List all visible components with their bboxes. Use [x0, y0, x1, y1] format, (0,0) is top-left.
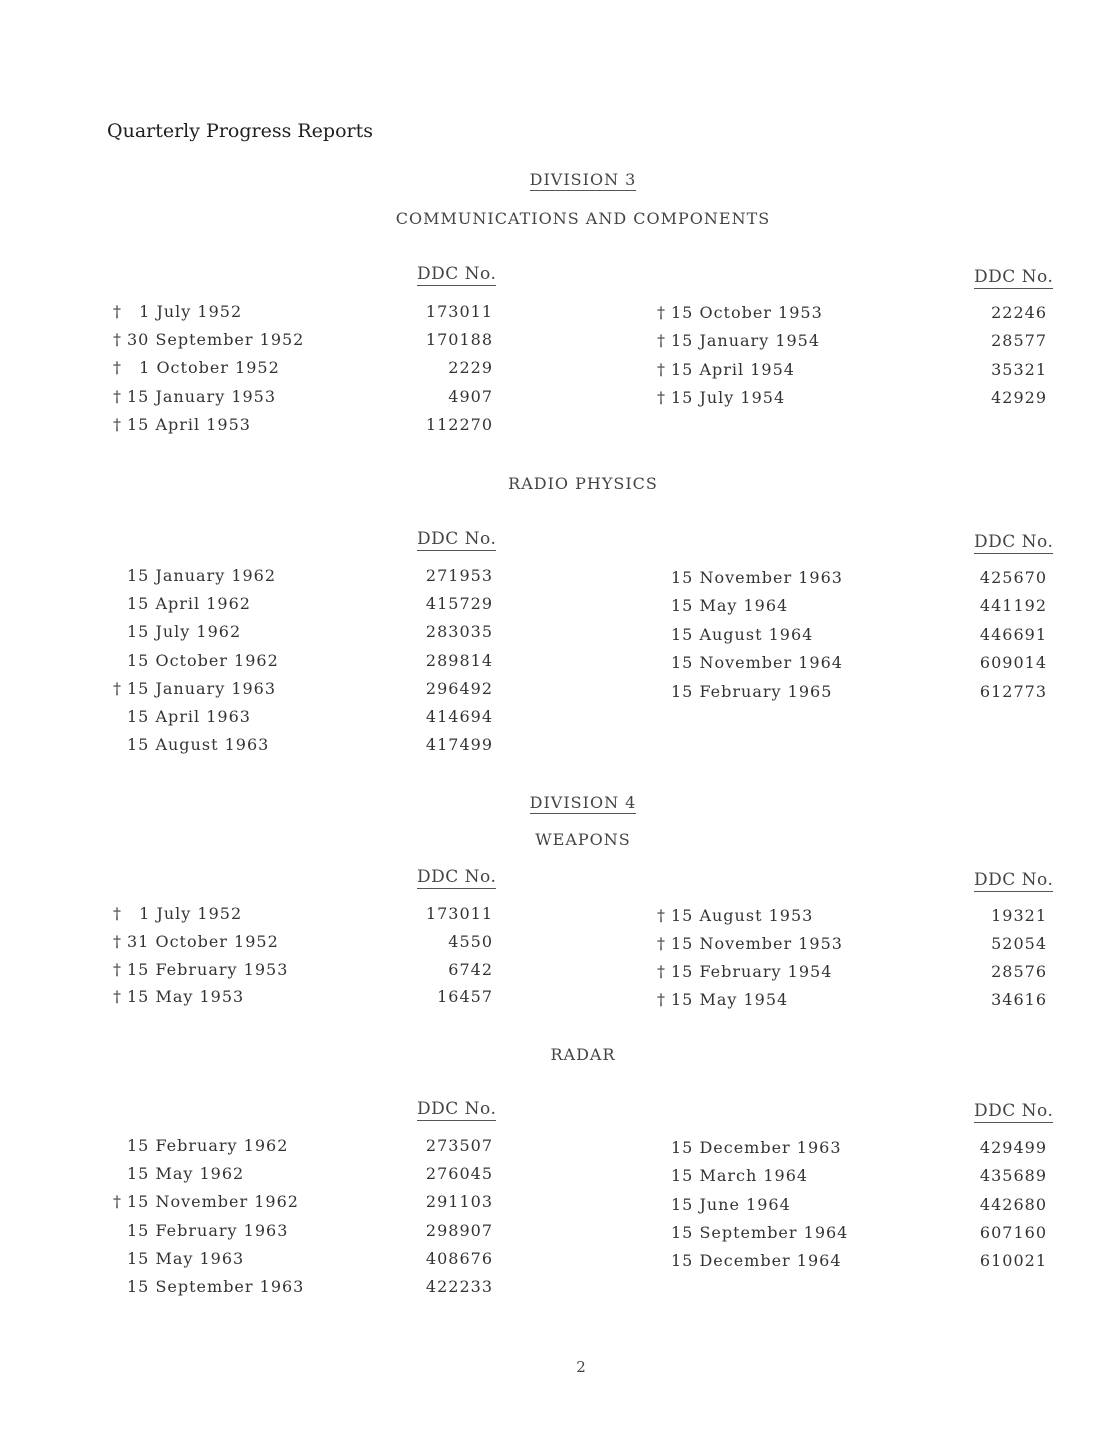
report-row — [657, 906, 1057, 928]
report-row — [657, 962, 1057, 984]
ddc-number: 19321 — [991, 906, 1047, 925]
report-row — [657, 653, 1057, 675]
dagger-mark: † — [113, 330, 122, 350]
report-date: 15 September 1963 — [127, 1277, 305, 1296]
division-4-heading-text: DIVISION 4 — [529, 793, 637, 812]
ddc-number: 610021 — [979, 1251, 1047, 1271]
ddc-number: 16457 — [437, 987, 493, 1007]
division-4-heading — [0, 793, 1099, 812]
report-row — [113, 566, 513, 588]
report-date: 15 January 1953 — [127, 386, 277, 406]
report-row — [113, 960, 513, 982]
report-date: 15 August 1964 — [671, 624, 814, 644]
ddc-column-header: DDC No. — [417, 1099, 497, 1119]
division-3-subheading: COMMUNICATIONS AND COMPONENTS — [395, 209, 771, 228]
dagger-mark: † — [657, 934, 666, 953]
report-row — [657, 1251, 1057, 1273]
report-row — [113, 735, 513, 757]
report-row — [657, 934, 1057, 956]
report-date: 15 February 1965 — [671, 681, 833, 701]
dagger-mark: † — [113, 358, 122, 378]
ddc-number: 609014 — [979, 653, 1047, 673]
ddc-number: 414694 — [425, 707, 493, 726]
ddc-number: 429499 — [979, 1138, 1047, 1157]
report-date: 15 January 1962 — [127, 566, 277, 585]
report-date: 1 July 1952 — [127, 302, 243, 321]
report-row — [657, 568, 1057, 590]
ddc-column-header: DDC No. — [417, 529, 497, 549]
ddc-number: 271953 — [425, 566, 493, 585]
dagger-mark: † — [113, 904, 122, 923]
ddc-number: 291103 — [425, 1192, 493, 1212]
ddc-number: 112270 — [425, 414, 493, 434]
dagger-mark: † — [657, 906, 666, 925]
ddc-number: 2229 — [448, 358, 493, 378]
report-row — [113, 651, 513, 673]
report-row — [113, 707, 513, 729]
ddc-column-header: DDC No. — [974, 532, 1054, 552]
report-row — [113, 415, 513, 437]
dagger-mark: † — [657, 359, 666, 379]
radio-physics-heading: RADIO PHYSICS — [508, 474, 658, 493]
radar-heading: RADAR — [550, 1045, 616, 1064]
report-row — [657, 1223, 1057, 1245]
report-row — [657, 360, 1057, 382]
ddc-number: 435689 — [979, 1166, 1047, 1186]
ddc-number: 34616 — [991, 990, 1047, 1009]
report-date: 15 January 1954 — [671, 331, 821, 351]
report-row — [657, 1138, 1057, 1160]
report-row — [113, 679, 513, 701]
report-date: 15 May 1962 — [127, 1164, 245, 1184]
report-row — [113, 1164, 513, 1186]
ddc-number: 442680 — [979, 1194, 1047, 1214]
ddc-number: 296492 — [425, 678, 493, 698]
report-row — [113, 358, 513, 380]
page-title: Quarterly Progress Reports — [107, 120, 373, 142]
dagger-mark: † — [113, 302, 122, 321]
report-date: 15 June 1964 — [671, 1194, 791, 1214]
dagger-mark: † — [657, 303, 666, 322]
dagger-mark: † — [657, 388, 666, 408]
ddc-number: 612773 — [979, 681, 1047, 701]
report-date: 15 February 1963 — [127, 1220, 289, 1240]
report-row — [657, 990, 1057, 1012]
page-number: 2 — [576, 1358, 586, 1376]
ddc-number: 283035 — [425, 622, 493, 642]
ddc-number: 4550 — [448, 931, 493, 951]
report-date: 15 December 1963 — [671, 1138, 842, 1157]
ddc-number: 417499 — [425, 735, 493, 755]
report-row — [113, 1192, 513, 1214]
report-date: 15 March 1964 — [671, 1166, 809, 1186]
ddc-number: 422233 — [425, 1277, 493, 1296]
ddc-column-header: DDC No. — [974, 1101, 1054, 1121]
ddc-number: 276045 — [425, 1164, 493, 1184]
ddc-number: 441192 — [979, 596, 1047, 616]
ddc-column-header: DDC No. — [974, 267, 1054, 287]
report-date: 15 August 1963 — [127, 735, 270, 755]
ddc-number: 173011 — [425, 904, 493, 923]
dagger-mark: † — [657, 962, 666, 981]
report-date: 15 November 1953 — [671, 934, 843, 953]
report-row — [113, 932, 513, 954]
report-date: 15 December 1964 — [671, 1251, 842, 1271]
ddc-number: 35321 — [991, 359, 1047, 379]
report-row — [113, 1277, 513, 1299]
ddc-column-header: DDC No. — [974, 870, 1054, 890]
report-row — [657, 331, 1057, 353]
report-date: 15 April 1953 — [127, 414, 251, 434]
ddc-number: 22246 — [991, 303, 1047, 322]
report-date: 15 October 1962 — [127, 650, 279, 670]
ddc-number: 52054 — [991, 934, 1047, 953]
division-3-heading-text: DIVISION 3 — [529, 170, 637, 189]
report-row — [657, 682, 1057, 704]
report-row — [657, 303, 1057, 325]
report-date: 15 November 1964 — [671, 653, 843, 673]
report-date: 15 February 1962 — [127, 1136, 289, 1155]
report-date: 15 May 1963 — [127, 1248, 245, 1268]
report-row — [113, 904, 513, 926]
ddc-number: 425670 — [979, 568, 1047, 587]
dagger-mark: † — [113, 931, 122, 951]
report-date: 15 May 1954 — [671, 990, 789, 1009]
division-4-subheading: WEAPONS — [535, 830, 631, 849]
report-date: 30 September 1952 — [127, 330, 305, 350]
report-date: 15 August 1953 — [671, 906, 814, 925]
report-date: 15 September 1964 — [671, 1222, 849, 1242]
dagger-mark: † — [113, 987, 122, 1007]
report-row — [113, 1136, 513, 1158]
report-row — [113, 987, 513, 1009]
report-date: 15 July 1954 — [671, 388, 786, 408]
dagger-mark: † — [113, 414, 122, 434]
report-date: 15 July 1962 — [127, 622, 242, 642]
report-row — [657, 1166, 1057, 1188]
ddc-number: 446691 — [979, 624, 1047, 644]
dagger-mark: † — [113, 1192, 122, 1212]
report-row — [657, 388, 1057, 410]
ddc-number: 28577 — [991, 331, 1047, 351]
report-date: 15 April 1963 — [127, 707, 251, 726]
ddc-number: 170188 — [425, 330, 493, 350]
report-row — [113, 302, 513, 324]
ddc-column-header: DDC No. — [417, 867, 497, 887]
dagger-mark: † — [113, 386, 122, 406]
dagger-mark: † — [657, 990, 666, 1009]
report-date: 15 February 1953 — [127, 959, 289, 979]
report-row — [113, 622, 513, 644]
report-row — [113, 1221, 513, 1243]
report-row — [657, 625, 1057, 647]
dagger-mark: † — [113, 959, 122, 979]
ddc-number: 4907 — [448, 386, 493, 406]
report-date: 15 November 1962 — [127, 1192, 299, 1212]
division-3-heading — [0, 170, 1099, 189]
report-date: 15 November 1963 — [671, 568, 843, 587]
report-row — [113, 330, 513, 352]
report-date: 15 May 1953 — [127, 987, 245, 1007]
report-date: 15 April 1962 — [127, 594, 251, 614]
report-row — [113, 1249, 513, 1271]
ddc-number: 298907 — [425, 1220, 493, 1240]
ddc-number: 6742 — [448, 959, 493, 979]
ddc-number: 415729 — [425, 594, 493, 614]
report-row — [113, 594, 513, 616]
report-date: 15 April 1954 — [671, 359, 795, 379]
ddc-number: 42929 — [991, 388, 1047, 408]
report-date: 15 January 1963 — [127, 678, 277, 698]
ddc-number: 173011 — [425, 302, 493, 321]
report-date: 15 February 1954 — [671, 962, 833, 981]
report-date: 1 October 1952 — [127, 358, 280, 378]
report-row — [113, 387, 513, 409]
dagger-mark: † — [657, 331, 666, 351]
report-date: 15 May 1964 — [671, 596, 789, 616]
report-date: 1 July 1952 — [127, 904, 243, 923]
ddc-number: 607160 — [979, 1222, 1047, 1242]
report-date: 31 October 1952 — [127, 931, 279, 951]
ddc-number: 28576 — [991, 962, 1047, 981]
report-row — [657, 1195, 1057, 1217]
report-row — [657, 596, 1057, 618]
report-date: 15 October 1953 — [671, 303, 823, 322]
ddc-number: 273507 — [425, 1136, 493, 1155]
ddc-number: 289814 — [425, 650, 493, 670]
ddc-number: 408676 — [425, 1248, 493, 1268]
dagger-mark: † — [113, 678, 122, 698]
ddc-column-header: DDC No. — [417, 264, 497, 284]
